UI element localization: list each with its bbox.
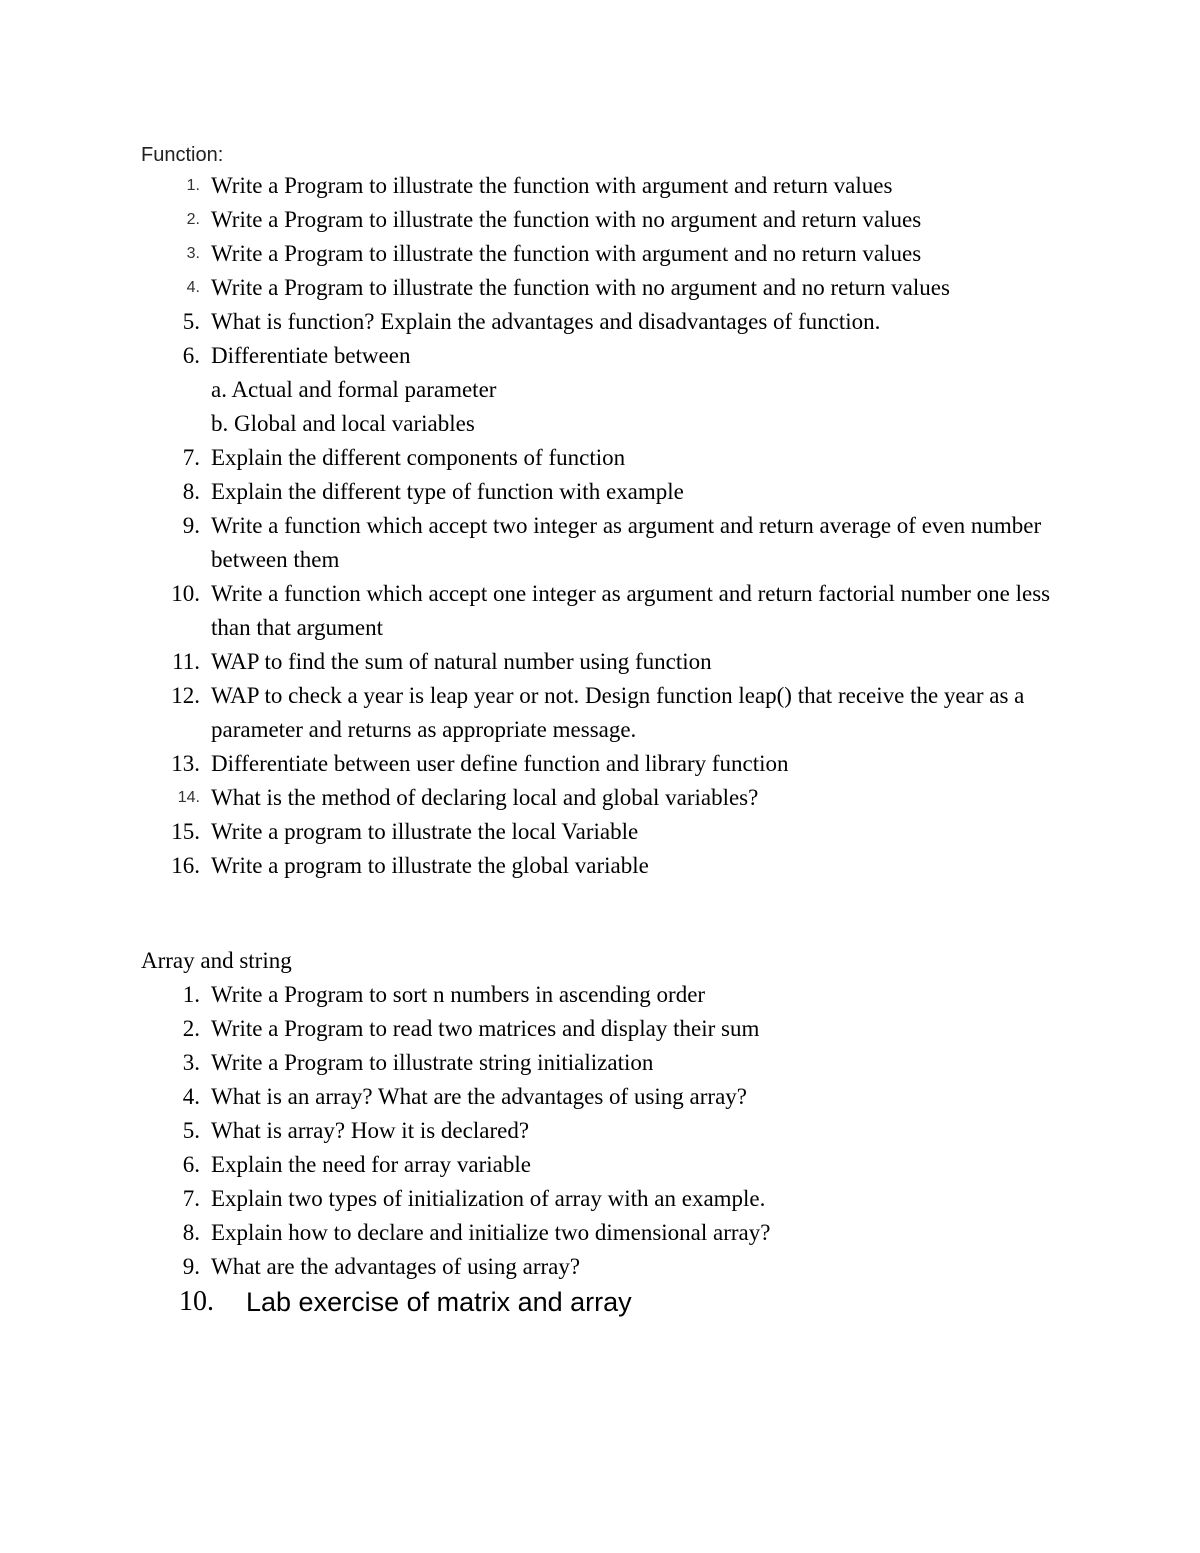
list-subitem (0, 407, 1200, 441)
item-text: Explain the different components of function (211, 445, 626, 470)
list-item (0, 577, 1200, 645)
item-text: Write a function which accept two integer as argument and return average of even number between them (211, 513, 1042, 572)
list-item (0, 781, 1200, 815)
item-number: 9. (182, 1254, 200, 1279)
item-text: WAP to find the sum of natural number using function (211, 649, 712, 674)
item-text: Explain how to declare and initialize two dimensional array? (211, 1220, 771, 1245)
list-item (0, 679, 1200, 747)
list-item (0, 815, 1200, 849)
item-text: What are the advantages of using array? (211, 1254, 581, 1279)
item-text: Differentiate between user define function and library function (211, 751, 789, 776)
item-number: 3. (186, 245, 200, 262)
list-item (0, 1148, 1200, 1182)
item-number: 6. (182, 1152, 200, 1177)
item-number: 15. (171, 819, 200, 844)
function-question-list (0, 169, 1200, 883)
array-question-list (0, 978, 1200, 1320)
item-text: Write a Program to illustrate the function with no argument and no return values (211, 275, 950, 300)
item-number: 7. (182, 445, 200, 470)
list-item (0, 203, 1200, 237)
list-subitem (0, 373, 1200, 407)
item-number: 10. (171, 581, 200, 606)
item-text: Write a program to illustrate the local Variable (211, 819, 639, 844)
list-item (0, 1080, 1200, 1114)
item-number: 1. (186, 177, 200, 194)
item-number: 13. (171, 751, 200, 776)
function-heading: Function: (141, 144, 224, 166)
list-item (0, 978, 1200, 1012)
item-text: Write a Program to illustrate the function with argument and return values (211, 173, 893, 198)
list-item (0, 271, 1200, 305)
item-text: What is the method of declaring local and global variables? (211, 785, 759, 810)
item-number: 1. (182, 982, 200, 1007)
item-text: What is array? How it is declared? (211, 1118, 530, 1143)
item-text: What is an array? What are the advantages of using array? (211, 1084, 747, 1109)
item-number: 2. (186, 211, 200, 228)
list-item (0, 1284, 1200, 1320)
list-item (0, 169, 1200, 203)
item-number: 14. (177, 789, 200, 806)
item-number: 4. (186, 279, 200, 296)
item-text: WAP to check a year is leap year or not. Design function leap() that receive the year as a parameter and returns as appropriate message. (211, 683, 1025, 742)
item-text: Write a Program to sort n numbers in ascending order (211, 982, 706, 1007)
item-text: Write a Program to read two matrices and display their sum (211, 1016, 760, 1041)
item-text: Lab exercise of matrix and array (246, 1287, 632, 1317)
item-number: 8. (182, 1220, 200, 1245)
item-text: Write a program to illustrate the global variable (211, 853, 649, 878)
list-item (0, 1250, 1200, 1284)
list-item (0, 509, 1200, 577)
item-text: Explain the different type of function with example (211, 479, 684, 504)
list-item (0, 1216, 1200, 1250)
list-item (0, 1046, 1200, 1080)
item-number: 10. (179, 1286, 214, 1317)
item-number: 3. (182, 1050, 200, 1075)
item-number: 8. (182, 479, 200, 504)
list-item (0, 441, 1200, 475)
item-text: Write a Program to illustrate the function with no argument and return values (211, 207, 922, 232)
list-item (0, 645, 1200, 679)
item-text: Explain two types of initialization of array with an example. (211, 1186, 766, 1211)
item-number: 9. (182, 513, 200, 538)
array-heading: Array and string (141, 948, 292, 973)
item-text: Write a Program to illustrate string initialization (211, 1050, 654, 1075)
item-number: 5. (182, 309, 200, 334)
item-number: 12. (171, 683, 200, 708)
list-item (0, 237, 1200, 271)
list-item (0, 305, 1200, 339)
list-item (0, 1182, 1200, 1216)
item-text: Differentiate between (211, 343, 411, 368)
item-number: 16. (171, 853, 200, 878)
item-text: What is function? Explain the advantages and disadvantages of function. (211, 309, 881, 334)
item-text: Write a Program to illustrate the function with argument and no return values (211, 241, 922, 266)
item-number: 11. (172, 649, 200, 674)
item-text: Explain the need for array variable (211, 1152, 531, 1177)
item-text: a. Actual and formal parameter (211, 377, 497, 402)
item-text: b. Global and local variables (211, 411, 475, 436)
item-number: 7. (182, 1186, 200, 1211)
list-item (0, 339, 1200, 373)
list-item (0, 849, 1200, 883)
list-item (0, 1012, 1200, 1046)
list-item (0, 747, 1200, 781)
list-item (0, 1114, 1200, 1148)
item-number: 2. (182, 1016, 200, 1041)
item-text: Write a function which accept one integer as argument and return factorial number one less than that argument (211, 581, 1051, 640)
item-number: 4. (182, 1084, 200, 1109)
list-item (0, 475, 1200, 509)
item-number: 6. (182, 343, 200, 368)
item-number: 5. (182, 1118, 200, 1143)
